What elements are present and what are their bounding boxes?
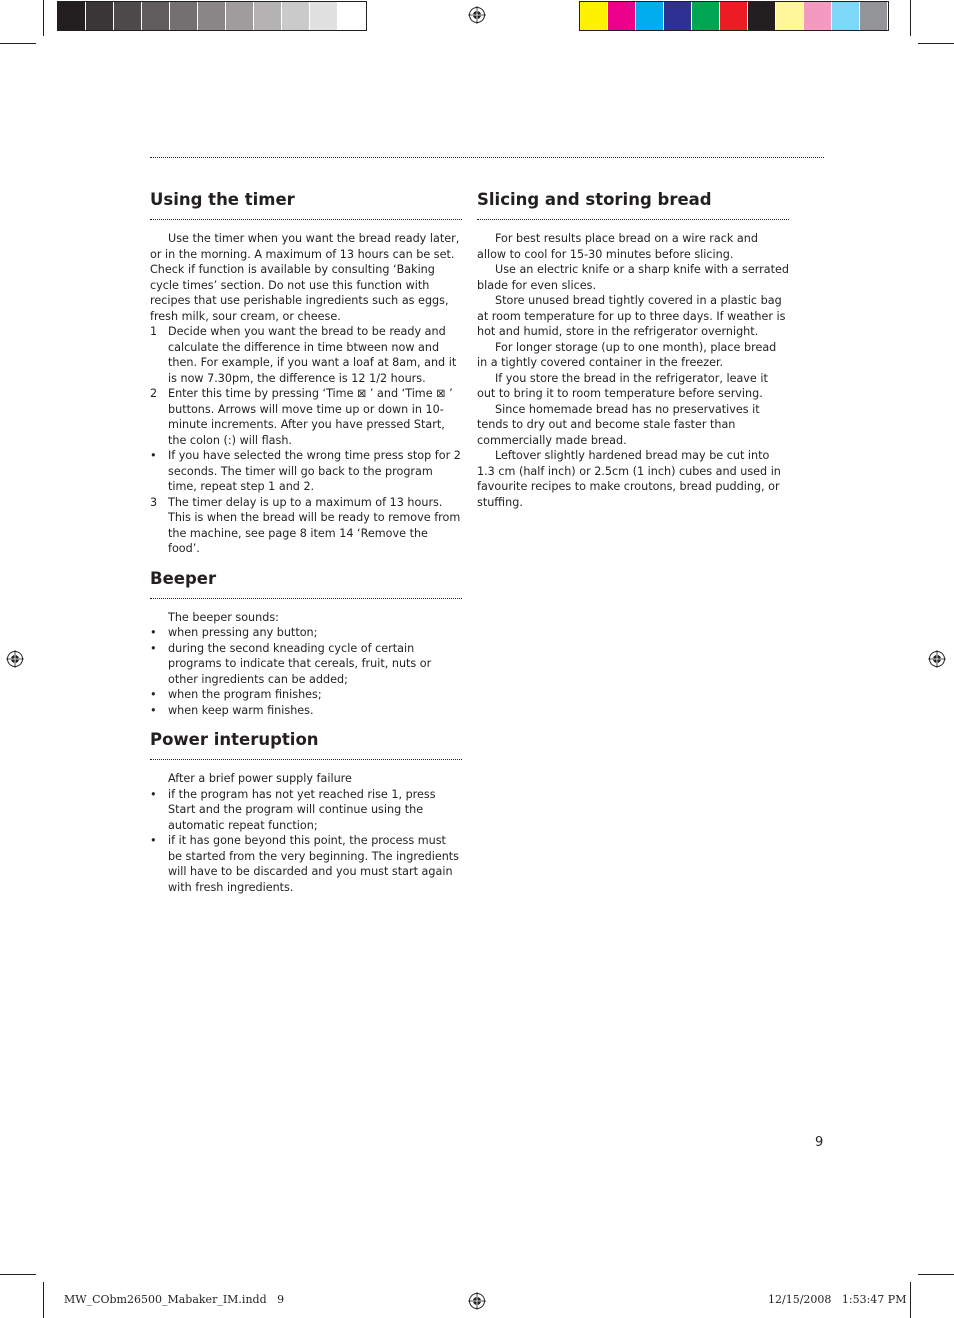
- list-item: [150, 448, 462, 495]
- list-item: [150, 833, 462, 895]
- list-item-text: when pressing any button;: [168, 626, 318, 639]
- paragraph: Use an electric knife or a sharp knife with a serrated blade for even slices.: [477, 263, 789, 292]
- crop-mark-bottom-right-v: [910, 1282, 911, 1318]
- color-swatch: [636, 2, 664, 30]
- color-swatch: [170, 2, 198, 30]
- paragraph: If you store the bread in the refrigerator, leave it out to bring it to room temperature before serving.: [477, 371, 768, 400]
- color-swatch: [580, 2, 608, 30]
- paragraph: For longer storage (up to one month), place bread in a tightly covered container in the freezer.: [477, 340, 777, 369]
- heading-dotted-rule: [150, 219, 462, 220]
- color-swatch: [776, 2, 804, 30]
- timer-intro: Use the timer when you want the bread ready later, or in the morning. A maximum of 13 hours can be set. Check if function is available by consulting ‘Baking cycle times’ section. Do not use this function with recipes that use perishable ingredients such as eggs, fresh milk, sour cream, or cheese.: [150, 232, 460, 323]
- section-heading-beeper: Beeper: [150, 568, 217, 588]
- registration-mark-icon: [928, 650, 946, 668]
- slug-filename: MW_CObm26500_Mabaker_IM.indd 9: [64, 1293, 285, 1306]
- crop-mark-top-left-v: [43, 0, 44, 36]
- list-marker: •: [150, 641, 157, 655]
- grayscale-color-bar: [57, 1, 367, 31]
- list-item-text: during the second kneading cycle of certain programs to indicate that cereals, fruit, nuts or other ingredients can be added;: [168, 641, 432, 686]
- list-item: [150, 495, 462, 557]
- list-marker: 3: [150, 495, 158, 509]
- list-marker: 1: [150, 325, 158, 338]
- color-swatch: [804, 2, 832, 30]
- crop-mark-bottom-left-h: [0, 1274, 36, 1275]
- color-swatch: [282, 2, 310, 30]
- list-marker: •: [150, 688, 157, 701]
- heading-dotted-rule: [150, 598, 462, 599]
- list-item: [150, 787, 462, 834]
- crop-mark-top-right-h: [918, 43, 954, 44]
- color-swatch: [338, 2, 366, 30]
- list-item-text: if the program has not yet reached rise 1, press Start and the program will continue using the automatic repeat function;: [168, 787, 436, 832]
- color-swatch: [254, 2, 282, 30]
- paragraph: Store unused bread tightly covered in a plastic bag at room temperature for up to three days. If weather is hot and humid, store in the refrigerator overnight.: [477, 294, 786, 338]
- list-item: [150, 386, 462, 448]
- list-item-text: If you have selected the wrong time press stop for 2 seconds. The timer will go back to the program time, repeat step 1 and 2.: [168, 449, 461, 493]
- registration-mark-icon: [468, 1292, 486, 1310]
- page-number: 9: [815, 1135, 824, 1150]
- heading-dotted-rule: [477, 219, 789, 220]
- crop-mark-bottom-left-v: [43, 1282, 44, 1318]
- list-item: [150, 324, 462, 386]
- slug-datetime: 12/15/2008 1:53:47 PM: [768, 1293, 907, 1306]
- power-intro: After a brief power supply failure: [168, 772, 352, 785]
- section-heading-slicing: Slicing and storing bread: [477, 190, 712, 209]
- registration-mark-icon: [6, 650, 24, 668]
- paragraph: Leftover slightly hardened bread may be cut into 1.3 cm (half inch) or 2.5cm (1 inch) cubes and used in favourite recipes to make croutons, bread pudding, or stuffing.: [477, 449, 781, 509]
- list-item: [150, 625, 462, 641]
- beeper-intro: The beeper sounds:: [168, 610, 279, 624]
- heading-dotted-rule: [150, 759, 462, 760]
- list-item-text: if it has gone beyond this point, the process must be started from the very beginning. The ingredients will have to be discarded and you must start again with fresh ingredients.: [168, 834, 460, 894]
- list-item: [150, 703, 462, 719]
- crop-mark-bottom-right-h: [918, 1274, 954, 1275]
- color-swatch: [198, 2, 226, 30]
- list-marker: •: [150, 626, 157, 639]
- registration-mark-icon: [468, 6, 486, 24]
- list-item-text: Enter this time by pressing ‘Time ⊠ ’ and ‘Time ⊠ ’ buttons. Arrows will move time up or down in 10-minute increments. After you have pressed Start, the colon (:) will flash.: [168, 387, 453, 447]
- process-color-bar: [579, 1, 889, 31]
- paragraph: Since homemade bread has no preservatives it tends to dry out and become stale faster than commercially made bread.: [477, 402, 760, 447]
- color-swatch: [664, 2, 692, 30]
- section-heading-timer: Using the timer: [150, 190, 295, 209]
- list-marker: •: [150, 449, 157, 462]
- color-swatch: [114, 2, 142, 30]
- color-swatch: [860, 2, 888, 30]
- crop-mark-top-right-v: [910, 0, 911, 36]
- color-swatch: [86, 2, 114, 30]
- list-item: [150, 687, 462, 703]
- list-item-text: when keep warm finishes.: [168, 703, 314, 717]
- color-swatch: [720, 2, 748, 30]
- color-swatch: [142, 2, 170, 30]
- list-item-text: when the program finishes;: [168, 688, 322, 701]
- section-heading-power: Power interuption: [150, 730, 319, 749]
- list-item-text: The timer delay is up to a maximum of 13 hours. This is when the bread will be ready to remove from the machine, see page 8 item 14 ‘Remove the food’.: [168, 495, 461, 555]
- color-swatch: [748, 2, 776, 30]
- color-swatch: [692, 2, 720, 30]
- list-item: [150, 641, 462, 688]
- list-marker: •: [150, 834, 157, 847]
- paragraph: For best results place bread on a wire rack and allow to cool for 15-30 minutes before slicing.: [477, 232, 758, 261]
- list-marker: •: [150, 787, 157, 801]
- right-column: [477, 190, 789, 510]
- header-dotted-rule: [150, 157, 824, 158]
- left-column: [150, 190, 462, 895]
- list-item-text: Decide when you want the bread to be ready and calculate the difference in time btween now and then. For example, if you want a loaf at 8am, and it is now 7.30pm, the difference is 12 1/2 hours.: [168, 325, 457, 385]
- crop-mark-top-left-h: [0, 43, 36, 44]
- color-swatch: [58, 2, 86, 30]
- color-swatch: [310, 2, 338, 30]
- color-swatch: [226, 2, 254, 30]
- color-swatch: [608, 2, 636, 30]
- color-swatch: [832, 2, 860, 30]
- list-marker: 2: [150, 387, 158, 400]
- list-marker: •: [150, 703, 157, 717]
